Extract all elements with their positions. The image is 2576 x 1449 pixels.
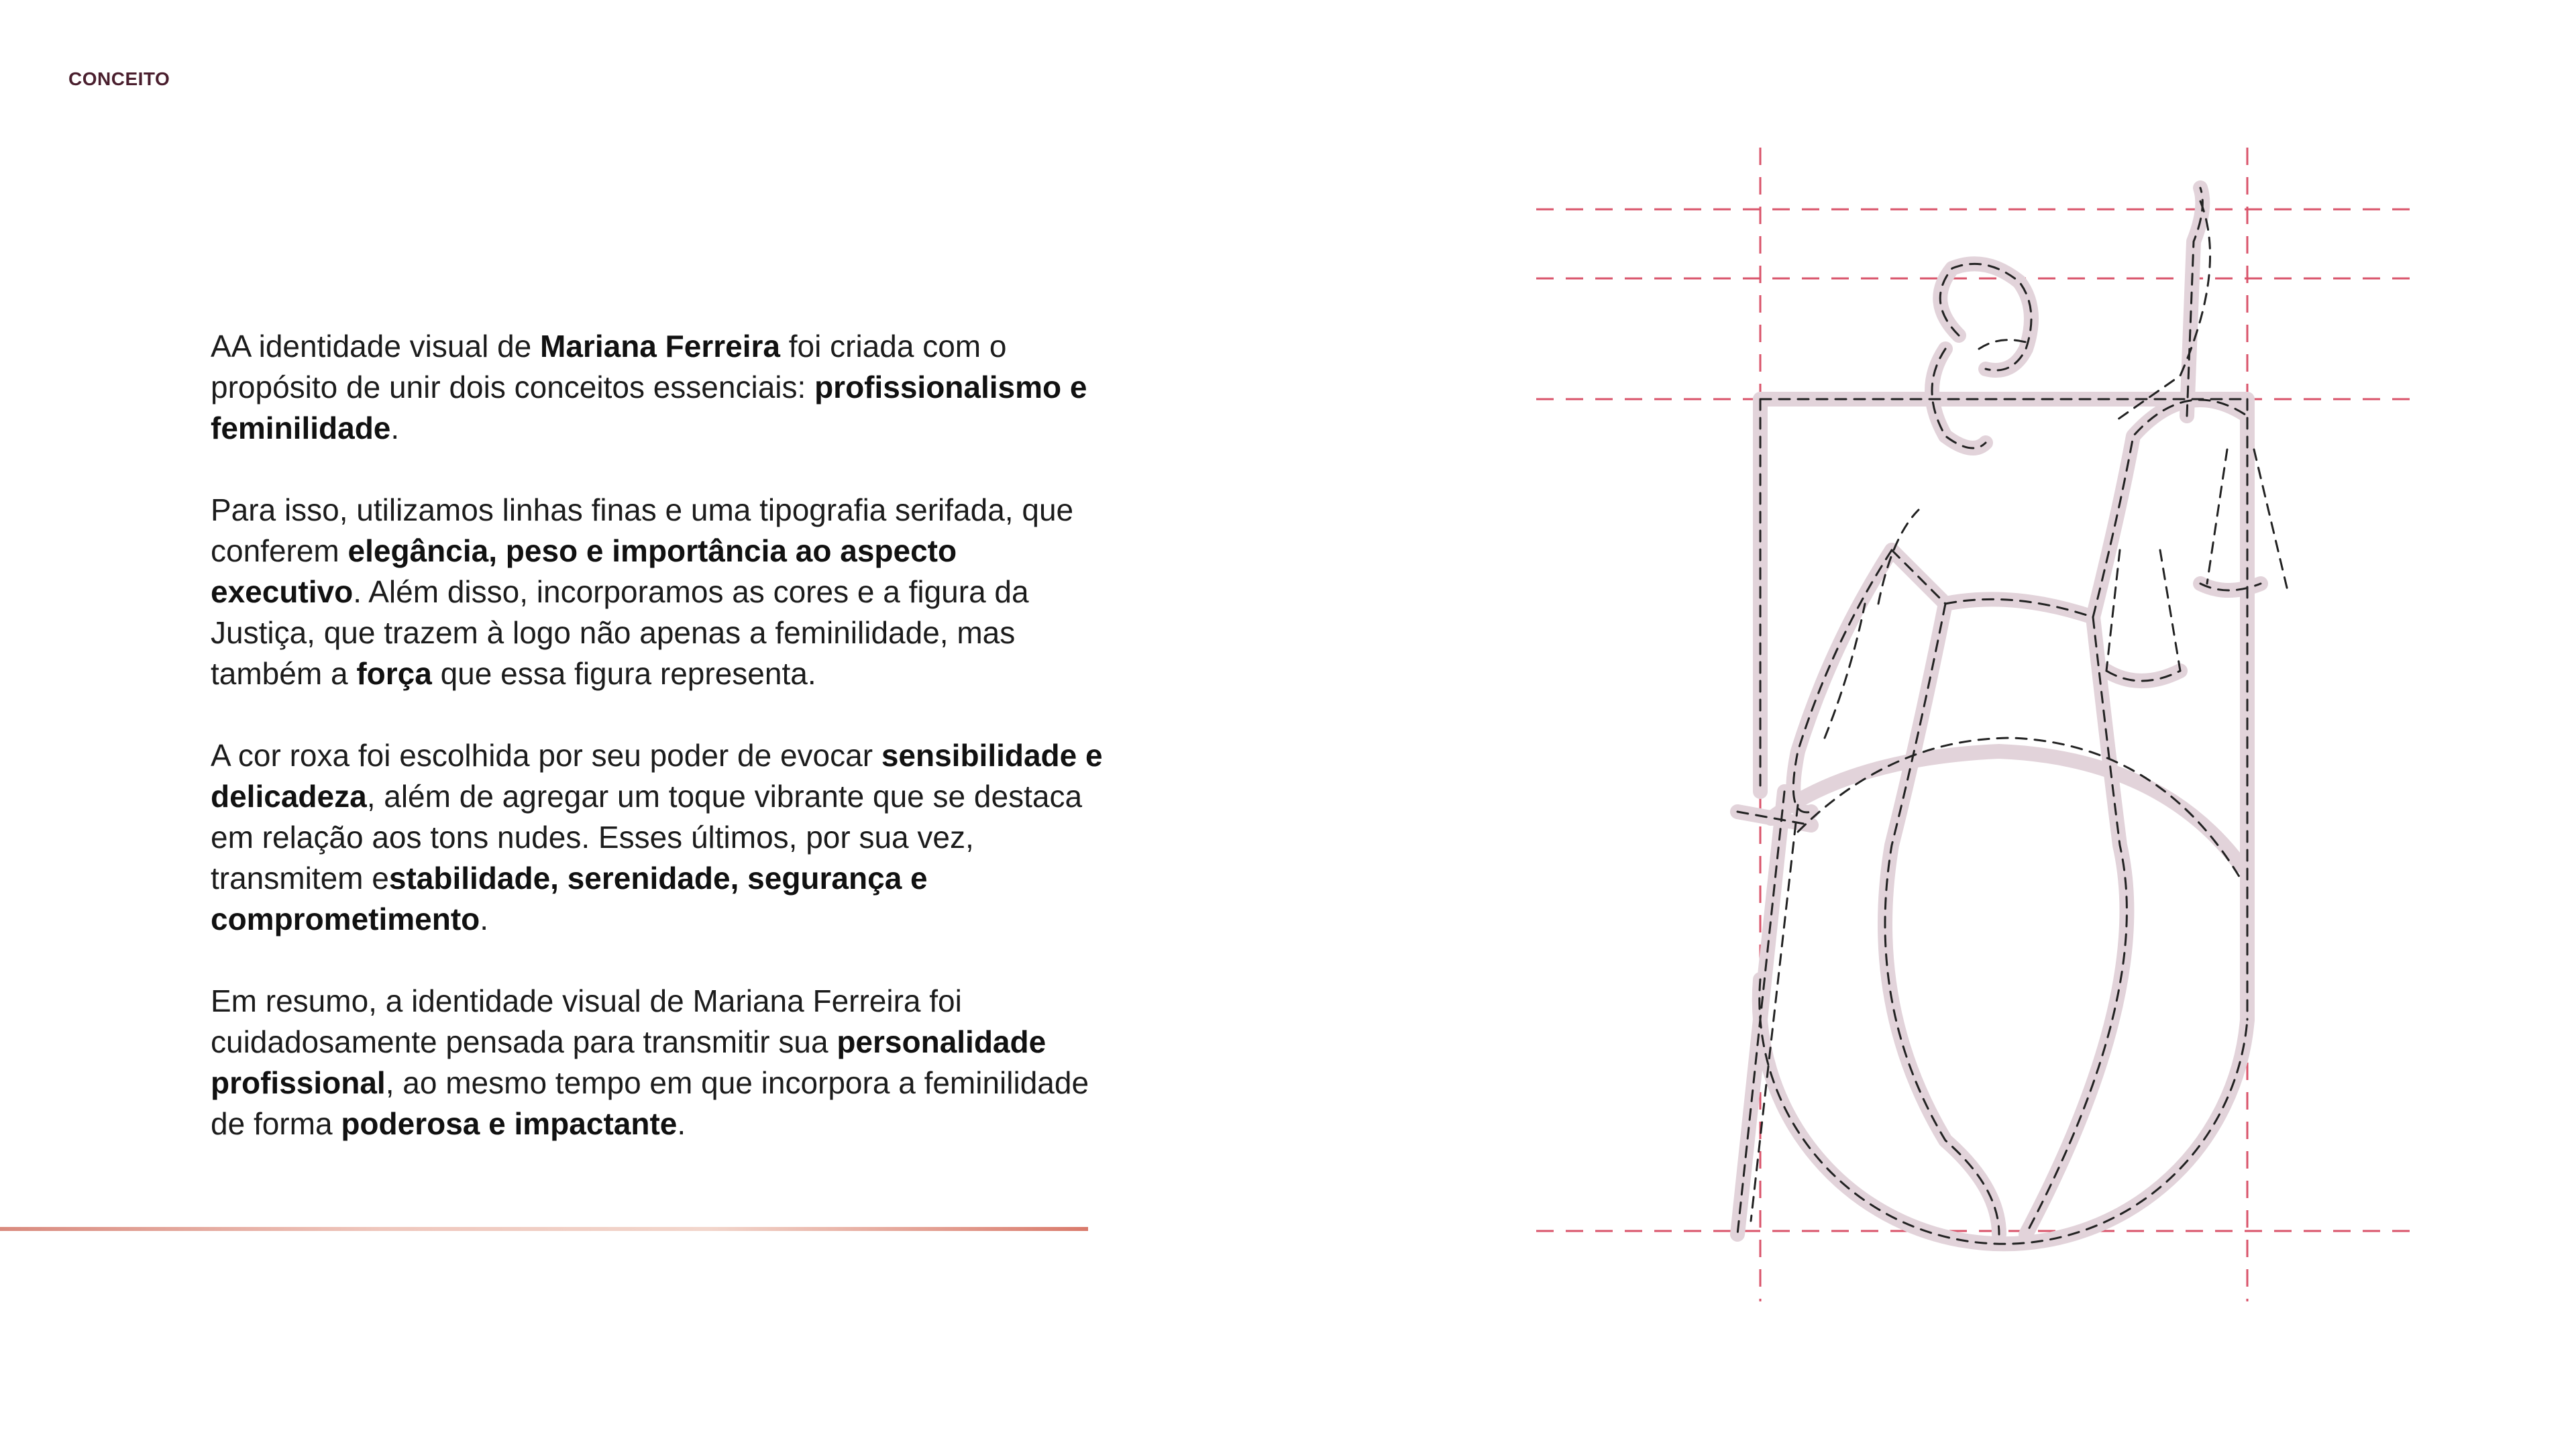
section-label: CONCEITO	[68, 68, 170, 89]
paragraph-text: foi criada com o propósito de unir dois conceitos essenciais:	[211, 329, 1007, 405]
paragraph-text: , ao mesmo tempo em que incorpora a feminilidade de forma	[211, 1065, 1089, 1141]
concept-paragraph	[211, 326, 1110, 449]
emphasis-text: stabilidade, serenidade, segurança e comprometimento	[211, 861, 928, 936]
concept-paragraph	[211, 981, 1110, 1144]
paragraph-text: .	[677, 1106, 686, 1141]
paragraph-text: que essa figura representa.	[431, 656, 816, 691]
paragraph-text: .	[390, 411, 400, 445]
sketch-dashed-strokes	[1737, 188, 2288, 1244]
paragraph-text: Em resumo, a identidade visual de Mariana Ferreira foi cuidadosamente pensada para transmitir sua	[211, 983, 962, 1059]
emphasis-text: personalidade profissional	[211, 1024, 1046, 1100]
paragraph-text: A cor roxa foi escolhida por seu poder de evocar	[211, 738, 881, 773]
emphasis-text: elegância, peso e importância ao aspecto executivo	[211, 533, 957, 609]
paragraph-text: AA identidade visual de	[211, 329, 541, 364]
paragraph-text: .	[480, 902, 489, 936]
construction-grid	[1536, 148, 2422, 1301]
emphasis-text: força	[356, 656, 432, 691]
paragraph-text: , além de agregar um toque vibrante que se destaca em relação aos tons nudes. Esses últimos, por sua vez, transmitem e	[211, 779, 1083, 896]
logo-construction-illustration	[1516, 134, 2455, 1315]
concept-text	[211, 326, 1110, 1185]
emphasis-text: Mariana Ferreira	[540, 329, 780, 364]
justice-figure-sketch	[1516, 134, 2455, 1315]
gradient-divider	[0, 1227, 1088, 1231]
concept-paragraph	[211, 490, 1110, 694]
emphasis-text: poderosa e impactante	[341, 1106, 678, 1141]
emphasis-text: sensibilidade e delicadeza	[211, 738, 1103, 814]
emphasis-text: profissionalismo e feminilidade	[211, 370, 1087, 445]
paragraph-text: Para isso, utilizamos linhas finas e uma tipografia serifada, que conferem	[211, 492, 1074, 568]
paragraph-text: . Além disso, incorporamos as cores e a figura da Justiça, que trazem à logo não apenas a feminilidade, mas também a	[211, 574, 1029, 691]
sketch-fill-strokes	[1737, 188, 2261, 1244]
concept-paragraph	[211, 735, 1110, 940]
